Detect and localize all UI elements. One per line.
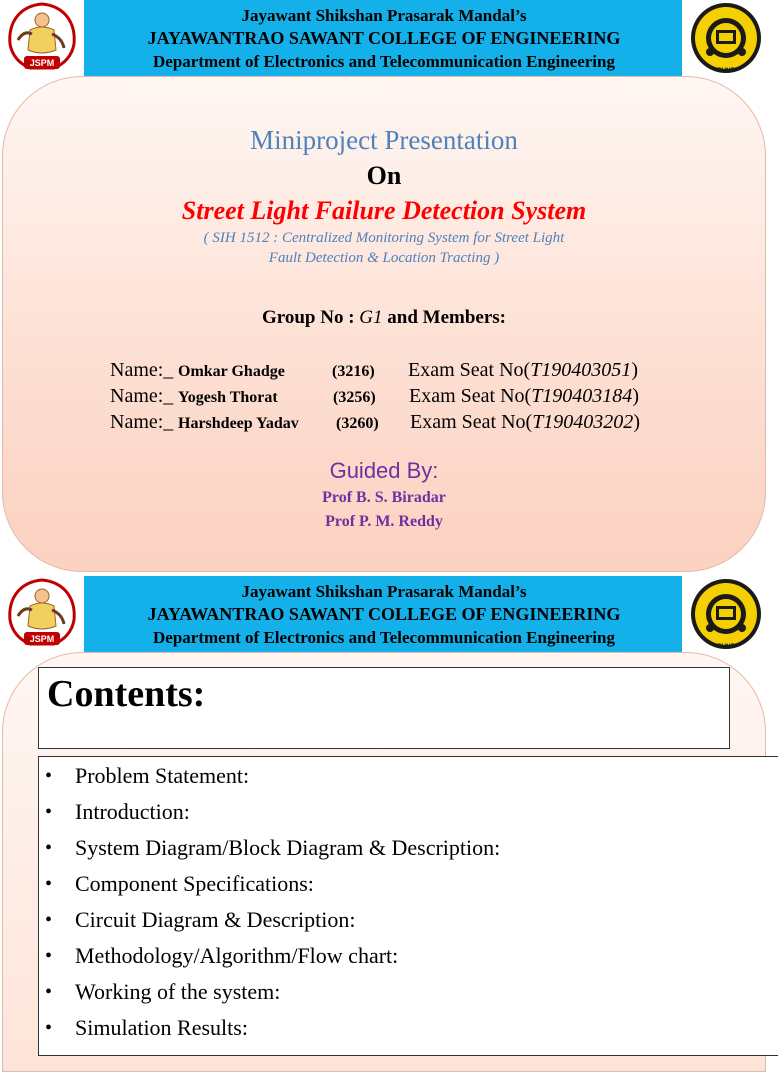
member-name: Yogesh Thorat [178,389,278,406]
society-name: Jayawant Shikshan Prasarak Mandal’s [241,6,527,25]
sih-subtitle-line2: Fault Detection & Location Tracting ) [268,250,500,266]
bullet: • [45,981,53,1003]
jspm-logo-text: JSPM [29,58,55,68]
item-label: Circuit Diagram & Description: [75,907,356,932]
college-gear-seal-icon [682,0,768,78]
member-name: Omkar Ghadge [178,363,285,380]
item-label: Simulation Results: [75,1015,248,1040]
item-label: Component Specifications: [75,871,314,896]
bullet: • [45,801,53,823]
college-header [0,576,768,654]
college-name: JAYAWANTRAO SAWANT COLLEGE OF ENGINEERING [147,604,621,624]
member-roll: (3260) [336,415,379,432]
college-seal-logo [682,0,768,78]
seat-number: T190403184 [531,385,633,407]
list-item [39,763,769,799]
list-item [39,907,769,943]
member-roll: (3216) [332,363,375,380]
header-text [96,4,672,73]
college-gear-seal-icon [682,576,768,654]
list-item [39,943,769,979]
seat-prefix: Exam Seat No( [409,385,532,407]
jspm-saraswati-logo-icon [0,576,84,654]
bullet: • [45,909,53,931]
group-prefix: Group No : [261,307,360,328]
bullet: • [45,1017,53,1039]
item-label: Introduction: [75,799,190,824]
seat-number: T190403202 [532,411,634,433]
member-row [110,385,710,411]
group-suffix: and Members: [382,307,507,328]
item-label: Methodology/Algorithm/Flow chart: [75,943,399,968]
jspm-logo-text: JSPM [29,634,55,644]
bullet: • [45,837,53,859]
jspm-saraswati-logo-icon [0,0,84,78]
college-name: JAYAWANTRAO SAWANT COLLEGE OF ENGINEERING [147,28,621,48]
project-title: Street Light Failure Detection System [181,196,587,225]
society-name: Jayawant Shikshan Prasarak Mandal’s [241,582,527,601]
seat-prefix: Exam Seat No( [408,359,531,381]
seat-number: T190403051 [530,359,632,381]
seat-suffix: ) [632,385,639,407]
header-text [96,580,672,649]
item-label: Working of the system: [75,979,281,1004]
bullet: • [45,873,53,895]
member-seat [409,385,639,408]
on-label: On [366,161,402,190]
member-name: Harshdeep Yadav [178,415,299,432]
member-row [110,411,710,437]
guide-name: Prof P. M. Reddy [325,513,443,530]
jspm-logo [0,576,84,654]
seat-suffix: ) [633,411,640,433]
contents-heading: Contents: [47,673,206,715]
bullet: • [45,945,53,967]
group-line [0,307,768,329]
guide-name: Prof B. S. Biradar [322,489,446,506]
list-item [39,871,769,907]
bullet: • [45,765,53,787]
item-label: Problem Statement: [75,763,250,788]
contents-slide [0,576,768,1040]
college-header [0,0,768,78]
list-item [39,799,769,835]
list-item [39,1015,769,1051]
sih-subtitle-line1: ( SIH 1512 : Centralized Monitoring System for Street Light [203,230,565,246]
guided-by-heading: Guided By: [329,458,439,483]
member-seat [410,411,640,434]
member-label: Name:_ [110,411,174,433]
member-label: Name:_ [110,385,174,407]
presentation-title: Miniproject Presentation [250,125,518,155]
member-label: Name:_ [110,359,174,381]
college-seal-text: PUNE [717,68,735,74]
department-name: Department of Electronics and Telecommunication Engineering [153,52,615,71]
department-name: Department of Electronics and Telecommunication Engineering [153,628,615,647]
list-item [39,835,769,871]
member-seat [408,359,638,382]
seat-suffix: ) [631,359,638,381]
seat-prefix: Exam Seat No( [410,411,533,433]
list-item [39,979,769,1015]
member-row [110,359,710,385]
contents-list [38,756,778,1056]
jspm-logo [0,0,84,78]
item-label: System Diagram/Block Diagram & Description: [75,835,501,860]
member-roll: (3256) [333,389,376,406]
group-number: G1 [359,307,383,328]
contents-title-box [38,667,730,749]
college-seal-text: PUNE [717,644,735,650]
college-seal-logo [682,576,768,654]
